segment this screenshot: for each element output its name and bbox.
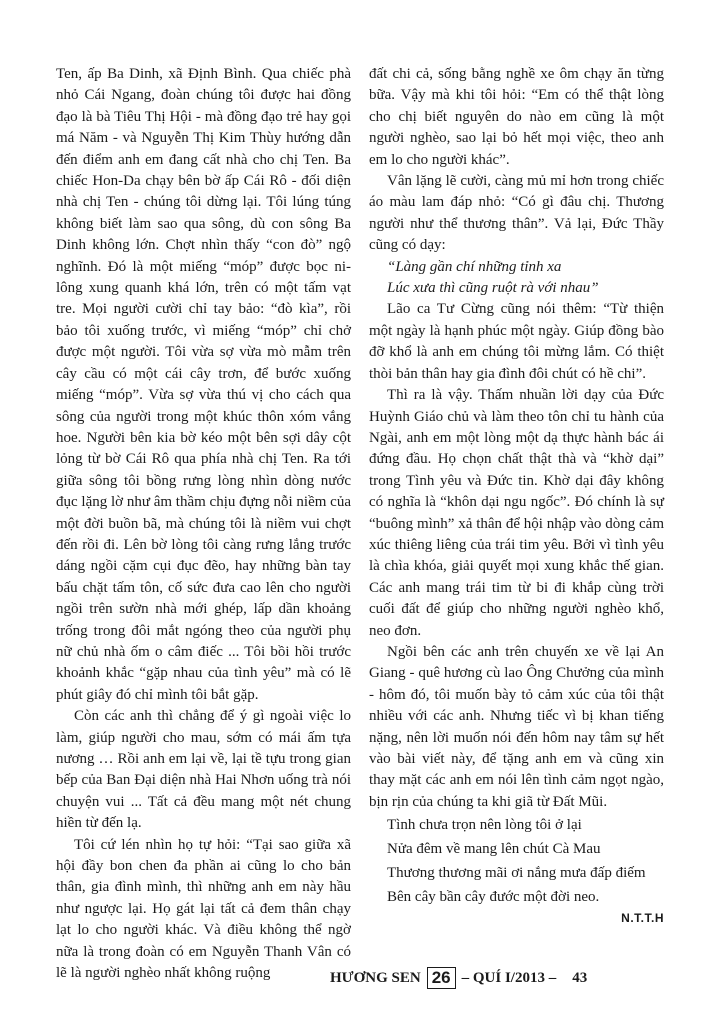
verse-line: Bên cây bần cây đước một đời neo. xyxy=(387,889,600,906)
magazine-title: HƯƠNG SEN xyxy=(330,969,421,986)
paragraph: Ngồi bên các anh trên chuyến xe về lại An Giang - quê hương cù lao Ông Chưởng của mình - hôm đó, tôi muốn bày tỏ cảm xúc của tôi thật nhiều với các anh. Nhưng tiếc vì bị khan tiếng nặng, nên lời muốn nói đến hôm nay tâm sự hết vào bài viết này, để tặng anh em và cũng xin thay mặt các anh em nói lên tình cảm ngọt ngào, bịn rịn của chúng ta khi giã từ Đất Mũi. xyxy=(369,643,664,810)
quote-line: “Làng gần chí những tỉnh xa xyxy=(387,258,562,275)
paragraph: đất chi cả, sống bằng nghề xe ôm chạy ăn từng bữa. Vậy mà khi tôi hỏi: “Em có thể thật lòng cho chị biết nguyên do nào em cũng là một người nghèo, sao lại bỏ hết mọi việc, theo anh em lo cho người khác”. xyxy=(369,66,664,168)
verse-line: Tình chưa trọn nên lòng tôi ở lại xyxy=(387,817,582,834)
page-footer xyxy=(330,964,670,992)
verse-line: Thương thương mãi ơi nắng mưa đấp điếm xyxy=(387,865,646,882)
paragraph: Vân lặng lẽ cười, càng mủ mỉ hơn trong chiếc áo màu lam đáp nhỏ: “Có gì đâu chị. Thương người như thể thương thân”. Vả lại, Đức Thầy cũng có dạy: xyxy=(369,173,664,254)
paragraph: Còn các anh thì chẳng để ý gì ngoài việc lo làm, giúp người cho mau, sớm có mái ấm tựa nương … Rồi anh em lại về, lại tề tựu trong gian bếp của Ban Đại diện nhà Hai Nhơn uống trà nói chuyện vui ... Tất cả đều mang một nét chung hiền từ đến lạ. xyxy=(56,708,351,832)
quote-line: Lúc xưa thì cũng ruột rà với nhau” xyxy=(387,280,599,297)
paragraph: Tôi cứ lén nhìn họ tự hỏi: “Tại sao giữa xã hội đầy bon chen đa phần ai cũng lo cho bản thân, gia đình mình, thì những anh em này hầu như ngược lại. Họ gát lại tất cả đem thân chạy lạt lo cho người khác. Và điều không thể ngờ nữa là trong đoàn có em Nguyễn Thanh Vân có lẽ là người nghèo nhất không ruộng xyxy=(56,836,351,982)
issue-number: 26 xyxy=(427,967,456,989)
verse-line: Nửa đêm về mang lên chút Cà Mau xyxy=(387,841,601,858)
issue-quarter: – QUÍ I/2013 – xyxy=(461,969,557,986)
paragraph: Thì ra là vậy. Thấm nhuần lời dạy của Đức Huỳnh Giáo chủ và làm theo tôn chỉ tu hành của Ngài, anh em một lòng một dạ thực hành bác ái đứng đầu. Họ chọn chất thật thà và “khờ dại” trong Tình yêu và Đức tin. Khờ dại đây không có nghĩa là “khôn dại ngu ngốc”. Đó chính là sự “buông mình” xả thân để hội nhập vào dòng cảm xúc thiêng liêng của trái tim yêu. Bởi vì tình yêu là chìa khóa, giải quyết mọi xung khắc thế gian. Các anh mang trái tim từ bi đi khắp cùng trời cuối đất để giúp cho những người nghèo khổ, neo đơn. xyxy=(369,387,664,639)
paragraph: Ten, ấp Ba Dinh, xã Định Bình. Qua chiếc phà nhỏ Cái Ngang, đoàn chúng tôi được hai đồng đạo là bà Tiêu Thị Hội - mà đồng đạo trẻ hay gọi má Năm - và Nguyễn Thị Kim Thùy hướng dẫn đến điểm anh em đang cất nhà cho chị Ten. Ba chiếc Hon-Da chạy bên bờ ấp Cái Rô - đối diện nhà chị Ten - chúng tôi dừng lại. Tôi lúng túng không biết làm sao qua sông, dù con sông Ba Dinh không lớn. Chợt nhìn thấy “con đò” ngộ nghĩnh. Đó là một miếng “móp” được bọc ni-lông xung quanh khá lớn, trên có một tấm vạt tre. Mọi người cười chỉ tay bảo: “đò kìa”, rồi bảo tôi xuống trước, vì miếng “móp” chỉ chở được một người. Tôi vừa sợ vừa mò mẫm trên cây cầu có một cái cây trơn, để bước xuống miếng “móp”. Vừa sợ vừa thú vị cho cách qua sông của người trong một khúc thôn xóm vắng hoe. Người bên kia bờ kéo một bên sợi dây cột lỏng từ bờ Cái Rô qua phía nhà chị Ten. Ra tới giữa sông tôi bồng rưng lòng nhìn dòng nước đục lặng lờ như âm thầm chịu đựng nỗi niềm của một đời buồn bã, mà chúng tôi là niềm vui chợt đến rồi đi. Lên bờ lòng tôi càng rưng lắng trước dáng ngồi cặm cụi đục đẽo, hay những bàn tay bấu chặt tấm tôn, cố sức đưa cao lên cho người ngồi trên sườn nhà mới ghép, lấp dần khoảng trống trong đôi mắt ngóng theo của người phụ nữ chủ nhà ốm o câm điếc ... Tôi bồi hồi trước khoảnh khắc “gặp nhau của tình yêu” mà có lẽ phút giây đó chỉ mình tôi bắt gặp. xyxy=(56,66,351,703)
author-signature: N.T.T.H xyxy=(621,911,664,926)
page-number: 43 xyxy=(572,969,588,986)
left-column xyxy=(56,64,351,984)
paragraph: Lão ca Tư Cừng cũng nói thêm: “Từ thiện một ngày là hạnh phúc một ngày. Giúp đồng bào đỡ khổ là anh em chúng tôi mừng lắm. Có thiệt thòi bản thân hay gia đình đôi chút có hề chi”. xyxy=(369,301,664,382)
right-column xyxy=(369,64,664,927)
